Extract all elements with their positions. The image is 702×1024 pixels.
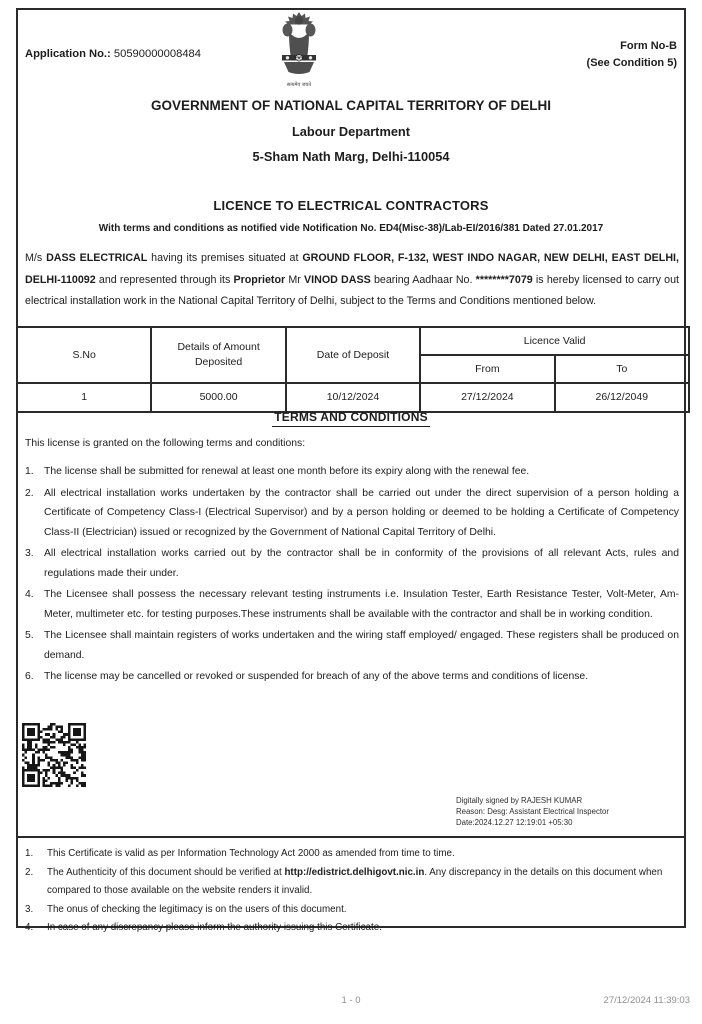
footer-separator-line	[16, 836, 686, 838]
note-number: 1.	[25, 848, 34, 859]
col-header-valid-from: From	[420, 355, 554, 383]
col-header-licence-valid: Licence Valid	[420, 327, 689, 355]
term-item	[25, 544, 679, 583]
grant-paragraph: M/s DASS ELECTRICAL having its premises situated at GROUND FLOOR, F-132, WEST INDO NAGAR, NEW DELHI, EAST DELHI, DELHI-110092 and represented through its Proprietor Mr VINOD DASS bearing Aadhaar No. ********7079 is hereby licensed to carry out electrical installation work in the National Capital Territory of Delhi, subject to the Terms and Conditions mentioned below.	[25, 252, 680, 307]
term-item	[25, 585, 679, 624]
form-number: Form No-B	[620, 40, 677, 52]
term-item	[25, 626, 679, 665]
cell-valid-to: 26/12/2049	[555, 383, 689, 412]
note-text: The onus of checking the legitimacy is on the users of this document.	[47, 903, 347, 915]
term-text: The license may be cancelled or revoked or suspended for breach of any of the above terms and conditions of license.	[44, 671, 589, 682]
terms-list	[25, 462, 679, 689]
term-number: 6.	[25, 671, 34, 682]
form-condition-reference: (See Condition 5)	[586, 57, 677, 69]
term-number: 2.	[25, 487, 34, 499]
national-emblem	[276, 12, 322, 88]
document-border-frame	[16, 8, 686, 934]
col-header-date-of-deposit: Date of Deposit	[286, 327, 420, 383]
terms-intro: This license is granted on the following terms and conditions:	[25, 438, 306, 449]
footer-note	[25, 845, 677, 864]
term-text: The license shall be submitted for renewal at least one month before its expiry along with the renewal fee.	[44, 466, 530, 477]
qr-code	[22, 723, 86, 787]
terms-heading-wrap	[18, 408, 684, 427]
col-header-valid-to: To	[555, 355, 689, 383]
term-number: 5.	[25, 630, 34, 641]
note-number: 4.	[25, 922, 34, 934]
digital-signature-block	[456, 795, 674, 829]
issuing-authority-header	[18, 98, 684, 165]
cell-sno: 1	[17, 383, 151, 412]
note-number: 3.	[25, 903, 34, 915]
emblem-of-india-icon	[276, 12, 322, 76]
term-text: The Licensee shall maintain registers of works undertaken and the wiring staff employed/ engaged. These registers shall be produced on demand.	[44, 630, 679, 661]
print-timestamp: 27/12/2024 11:39:03	[603, 995, 690, 1006]
note-text: The Authenticity of this document should be verified at http://edistrict.delhigovt.nic.in. Any discrepancy in the details on this document when compared to those available on the website renders it invalid.	[47, 866, 663, 897]
application-number-label: Application No.:	[25, 48, 111, 60]
term-number: 4.	[25, 589, 34, 600]
signature-signer: Digitally signed by RAJESH KUMAR	[456, 796, 583, 805]
term-number: 3.	[25, 548, 34, 559]
term-text: The Licensee shall possess the necessary relevant testing instruments i.e. Insulation Tester, Earth Resistance Tester, Volt-Meter, Am- Meter, multimeter etc. for testing purposes.These instruments shall be available with the contractor and shall be in working condition.	[44, 589, 679, 620]
term-item	[25, 462, 679, 482]
application-number-value: 50590000008484	[113, 48, 201, 60]
footer-note	[25, 901, 677, 920]
footer-note	[25, 864, 677, 901]
department-address: 5-Sham Nath Marg, Delhi-110054	[252, 149, 450, 164]
emblem-motto-text: सत्यमेव जयते	[286, 82, 312, 88]
page-indicator: 1 - 0	[341, 995, 361, 1006]
note-text: This Certificate is valid as per Information Technology Act 2000 as amended from time to time.	[47, 848, 455, 859]
terms-heading: TERMS AND CONDITIONS	[272, 410, 430, 427]
government-title: GOVERNMENT OF NATIONAL CAPITAL TERRITORY OF DELHI	[150, 98, 551, 113]
term-text: All electrical installation works undertaken by the contractor shall be carried out under the direct supervision of a person holding a Certificate of Competency Class-I (Electrical Supervisor) and by a person holding or deemed to be holding a Certificate of Competency Class-II (Electrician) issued or recognized by the Government of National Capital Territory of Delhi.	[44, 487, 679, 538]
licence-title: LICENCE TO ELECTRICAL CONTRACTORS	[213, 198, 489, 213]
note-number: 2.	[25, 866, 34, 878]
cell-valid-from: 27/12/2024	[420, 383, 554, 412]
footer-note	[25, 919, 677, 938]
term-item	[25, 667, 679, 687]
footer-notes-list	[25, 845, 677, 938]
application-number-line	[25, 48, 201, 60]
signature-reason: Reason: Desg: Assistant Electrical Inspector	[456, 807, 609, 817]
term-number: 1.	[25, 466, 34, 477]
deposit-validity-table	[16, 326, 690, 413]
licence-title-block	[18, 198, 684, 236]
col-header-amount: Details of Amount Deposited	[151, 327, 285, 383]
department-title: Labour Department	[291, 124, 411, 139]
signature-date: Date:2024.12.27 12:19:01 +05:30	[456, 818, 573, 828]
cell-amount-deposited: 5000.00	[151, 383, 285, 412]
form-number-block	[587, 38, 677, 72]
term-text: All electrical installation works carried out by the contractor shall be in conformity of the provisions of all relevant Acts, rules and regulations made their under.	[44, 548, 679, 579]
col-header-sno: S.No	[17, 327, 151, 383]
term-item	[25, 484, 679, 543]
cell-date-of-deposit: 10/12/2024	[286, 383, 420, 412]
note-text: In case of any discrepancy please inform the authority issuing this Certificate.	[47, 922, 382, 934]
licence-notification-subtitle: With terms and conditions as notified vide Notification No. ED4(Misc-38)/Lab-EI/2016/381 Dated 27.01.2017	[98, 223, 604, 234]
